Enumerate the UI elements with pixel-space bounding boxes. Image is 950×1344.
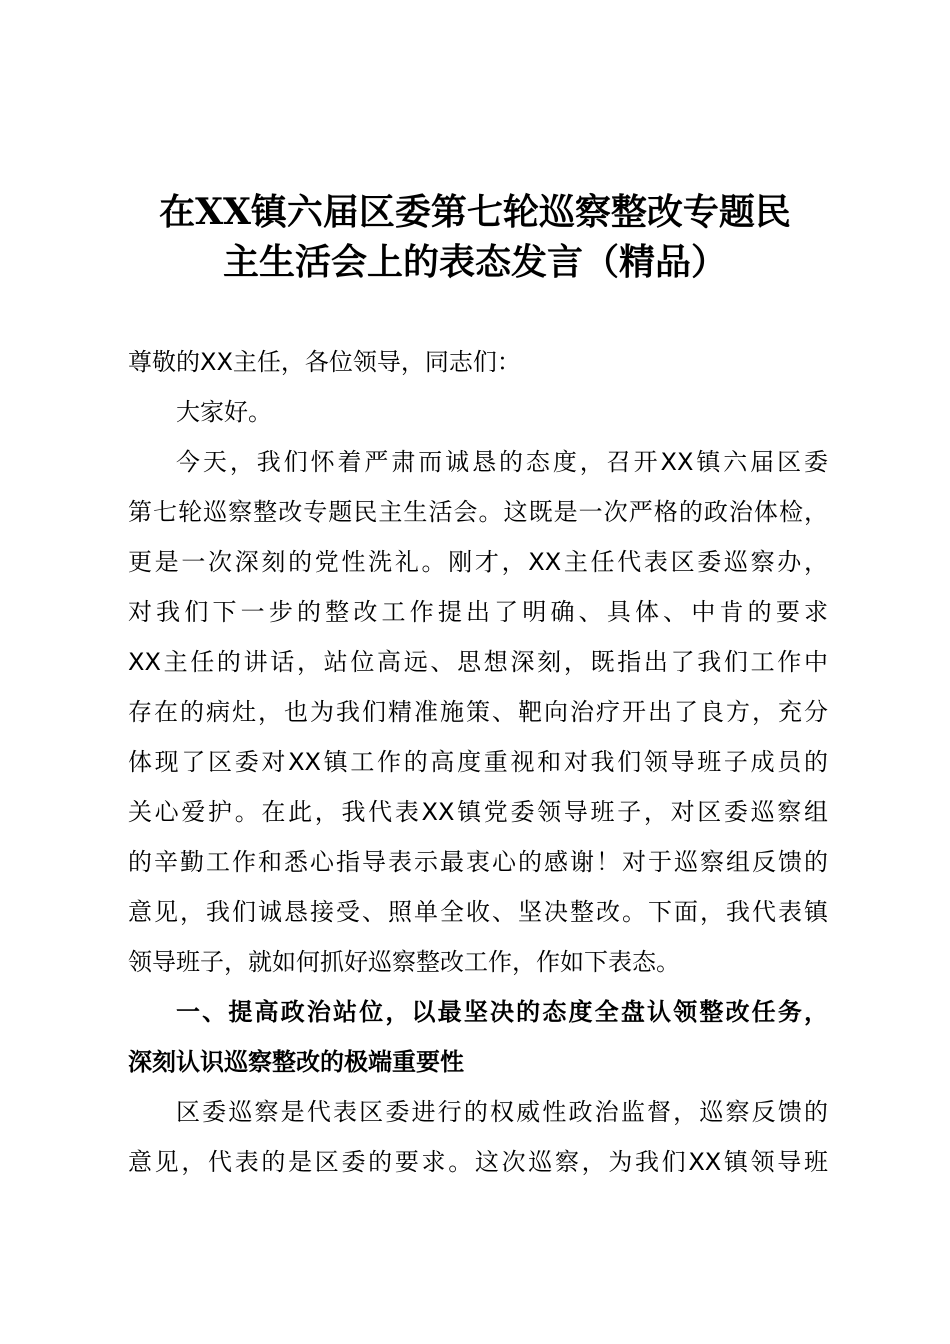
greeting: 大家好。: [176, 398, 272, 426]
paragraph-1-line: 领导班子，就如何抓好巡察整改工作，作如下表态。: [128, 948, 680, 976]
paragraph-1-line: XX主任的讲话，站位高远、思想深刻，既指出了我们工作中: [128, 648, 828, 676]
paragraph-1-line: 存在的病灶，也为我们精准施策、靶向治疗开出了良方，充分: [128, 698, 828, 726]
paragraph-2-line: 意见，代表的是区委的要求。这次巡察，为我们XX镇领导班: [128, 1148, 828, 1176]
paragraph-1-line: 对我们下一步的整改工作提出了明确、具体、中肯的要求: [128, 598, 828, 626]
paragraph-1-line: 意见，我们诚恳接受、照单全收、坚决整改。下面，我代表镇: [128, 898, 828, 926]
paragraph-1-line: 的辛勤工作和悉心指导表示最衷心的感谢！对于巡察组反馈的: [128, 848, 828, 876]
paragraph-1-line: 第七轮巡察整改专题民主生活会。这既是一次严格的政治体检，: [128, 498, 828, 526]
paragraph-1-line: 关心爱护。在此，我代表XX镇党委领导班子，对区委巡察组: [128, 798, 828, 826]
section-heading-1-line-1: 一、提高政治站位，以最坚决的态度全盘认领整改任务，: [176, 998, 828, 1026]
paragraph-1-line: 更是一次深刻的党性洗礼。刚才，XX主任代表区委巡察办，: [128, 548, 828, 576]
paragraph-2-line: 区委巡察是代表区委进行的权威性政治监督，巡察反馈的: [176, 1098, 828, 1126]
document-title-line-2: 主生活会上的表态发言（精品）: [222, 241, 727, 283]
salutation: 尊敬的XX主任，各位领导，同志们：: [128, 348, 521, 376]
section-heading-1-line-2: 深刻认识巡察整改的极端重要性: [128, 1048, 464, 1076]
document-title-line-1: 在XX镇六届区委第七轮巡察整改专题民: [159, 191, 791, 233]
paragraph-1-line: 今天，我们怀着严肃而诚恳的态度，召开XX镇六届区委: [176, 448, 828, 476]
paragraph-1-line: 体现了区委对XX镇工作的高度重视和对我们领导班子成员的: [128, 748, 828, 776]
